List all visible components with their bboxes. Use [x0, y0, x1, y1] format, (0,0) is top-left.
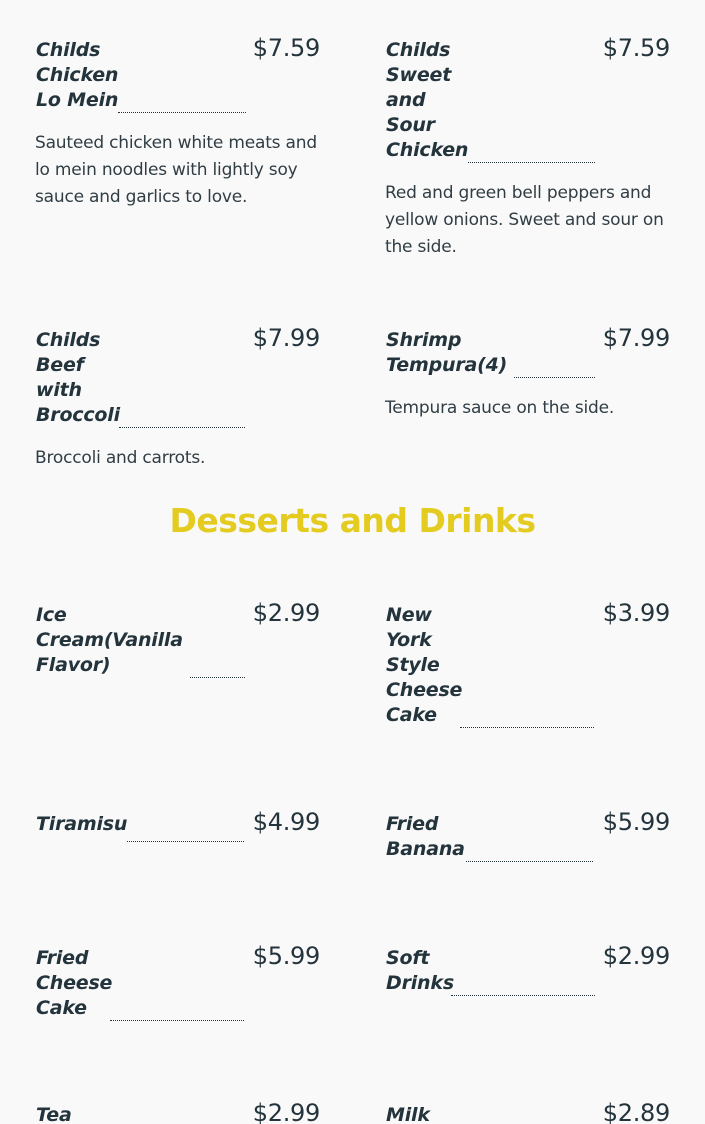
item-price: $7.59: [602, 34, 670, 62]
item-description: Tempura sauce on the side.: [385, 398, 615, 418]
item-name: Tea: [36, 1104, 72, 1124]
item-name: Milk: [386, 1104, 430, 1124]
dot-leader: [190, 677, 245, 678]
dot-leader: [460, 727, 594, 728]
item-description: Sauteed chicken white meats and lo mein noodles with lightly soy sauce and garlics to love.: [35, 133, 317, 207]
dot-leader: [118, 112, 246, 113]
dot-leader: [110, 1020, 244, 1021]
item-price: $7.99: [602, 324, 670, 352]
dot-leader: [466, 861, 593, 862]
dot-leader: [451, 995, 595, 996]
item-price: $2.99: [252, 599, 320, 627]
item-name: Childs Sweet and Sour Chicken: [386, 39, 469, 161]
item-name: Shrimp Tempura(4): [386, 329, 508, 376]
item-price: $5.99: [602, 808, 670, 836]
item-name: Childs Chicken Lo Mein: [36, 39, 119, 111]
item-description: Red and green bell peppers and yellow onions. Sweet and sour on the side.: [385, 183, 664, 257]
item-price: $4.99: [252, 808, 320, 836]
item-price: $5.99: [252, 942, 320, 970]
item-name: Fried Banana: [386, 813, 465, 860]
item-price: $2.99: [602, 942, 670, 970]
item-price: $7.99: [252, 324, 320, 352]
item-price: $2.89: [602, 1099, 670, 1124]
item-name: Childs Beef with Broccoli: [36, 329, 120, 426]
item-name: Soft Drinks: [386, 947, 454, 994]
dot-leader: [514, 377, 595, 378]
item-price: $3.99: [602, 599, 670, 627]
item-description: Broccoli and carrots.: [35, 448, 206, 468]
dot-leader: [119, 427, 245, 428]
item-name: Tiramisu: [36, 813, 128, 835]
section-title: Desserts and Drinks: [169, 501, 536, 540]
dot-leader: [468, 162, 595, 163]
item-name: Fried Cheese Cake: [36, 947, 113, 1019]
item-price: $2.99: [252, 1099, 320, 1124]
item-name: Ice Cream(Vanilla Flavor): [36, 604, 183, 676]
item-name: New York Style Cheese Cake: [386, 604, 463, 726]
dot-leader: [127, 841, 244, 842]
item-price: $7.59: [252, 34, 320, 62]
